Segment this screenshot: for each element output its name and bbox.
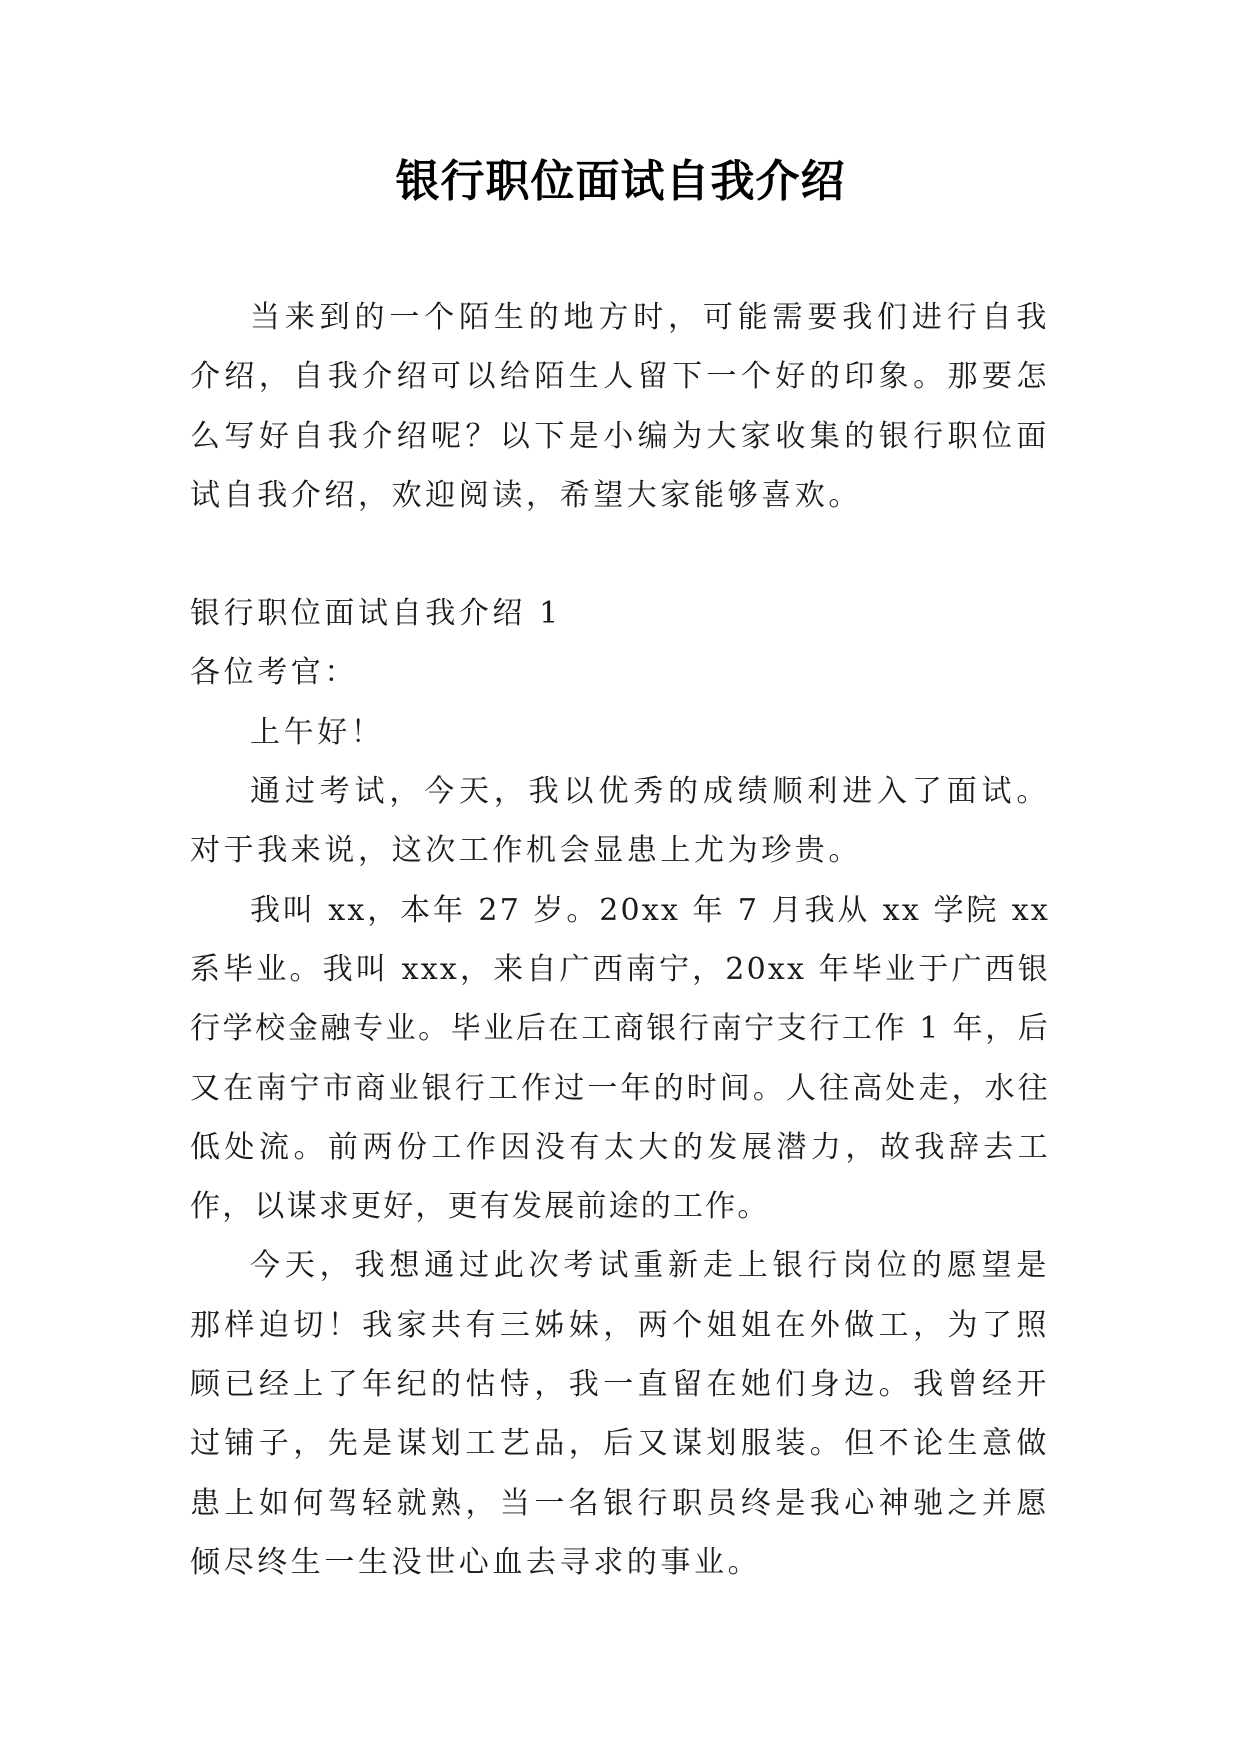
greeting: 上午好！	[250, 714, 385, 750]
section-spacer	[190, 525, 1050, 584]
body-paragraph: 通过考试，今天，我以优秀的成绩顺利进入了面试。对于我来说，这次工作机会显患上尤为珍贵。	[190, 774, 1050, 869]
document-title: 银行职位面试自我介绍	[395, 156, 846, 207]
document-body	[190, 288, 1050, 1592]
section-heading: 银行职位面试自我介绍 1	[190, 596, 562, 632]
intro-paragraph: 当来到的一个陌生的地方时，可能需要我们进行自我介绍，自我介绍可以给陌生人留下一个好的印象。那要怎么写好自我介绍呢？以下是小编为大家收集的银行职位面试自我介绍，欢迎阅读，希望大家能够喜欢。	[190, 300, 1050, 513]
salutation: 各位考官：	[190, 655, 358, 691]
body-paragraph: 我叫 xx，本年 27 岁。20xx 年 7 月我从 xx 学院 xx 系毕业。我叫 xxx，来自广西南宁，20xx 年毕业于广西银行学校金融专业。毕业后在工商银行南宁支行工作 1 年，后又在南宁市商业银行工作过一年的时间。人往高处走，水往低处流。前两份工作因没有太大的发展潜力，故我辞去工作，以谋求更好，更有发展前途的工作。	[190, 892, 1050, 1225]
body-paragraph: 今天，我想通过此次考试重新走上银行岗位的愿望是那样迫切！我家共有三姊妹，两个姐姐在外做工，为了照顾已经上了年纪的怙恃，我一直留在她们身边。我曾经开过铺子，先是谋划工艺品，后又谋划服装。但不论生意做患上如何驾轻就熟，当一名银行职员终是我心神驰之并愿倾尽终生一生没世心血去寻求的事业。	[190, 1248, 1050, 1580]
